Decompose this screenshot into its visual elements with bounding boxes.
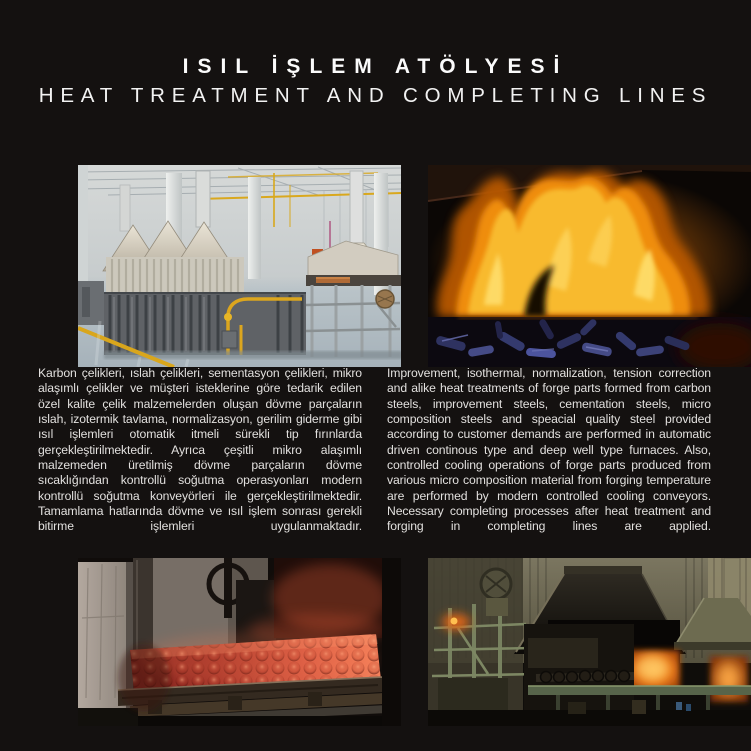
glowing-forged-parts-photo [78,558,401,726]
factory-hall-illustration [78,165,401,367]
furnace-flames-photo [428,165,751,367]
page-title-english: HEAT TREATMENT AND COMPLETING LINES [38,84,713,107]
paragraph-turkish: Karbon çelikleri, ıslah çelikleri, sementasyon çelikleri, mikro alaşımlı çelikler ve müşteri isteklerine göre tedarik edilen özel kalite çelik malzemelerden oluşan dövme parçaların ıslah, izotermik tavlama, normalizasyon, gerilim giderme gibi ısıl işlemleri otomatik itmeli sürekli tip fırınlarda gerçekleştirilmektedir. Ayrıca çeşitli mikro alaşımlı malzemeden üretilmiş dövme parçaların dövme sıcaklığından kontrollü soğutma operasyonları modern kontrollü soğutma konveyörleri ile gerçekleştirilmektedir. Tamamlama hatlarında dövme ve ısıl işlem sonrası gerekli bitirme işlemleri uygulanmaktadır. [38,366,362,534]
completing-line-illustration [428,558,751,726]
glowing-parts-illustration [78,558,401,726]
paragraph-english: Improvement, isothermal, normalization, tension correction and alike heat treatments of forge parts formed from carbon steels, improvement steels, cementation steels, micro composition steels and speacial quality steel provided according to customer demands are performed in automatic driven continous type and deep well type furnaces. Also, controlled cooling operations of forge parts produced from various micro composition material from forging temperature are performed by modern controlled cooling conveyors. Necessary completing processes after heat treatment and forging in completing lines are applied. [387,366,711,534]
heat-treatment-furnace-line-photo [78,165,401,367]
completing-line-furnace-photo [428,558,751,726]
flames-illustration [428,165,751,367]
page-title-turkish: ISIL İŞLEM ATÖLYESİ [182,55,569,78]
